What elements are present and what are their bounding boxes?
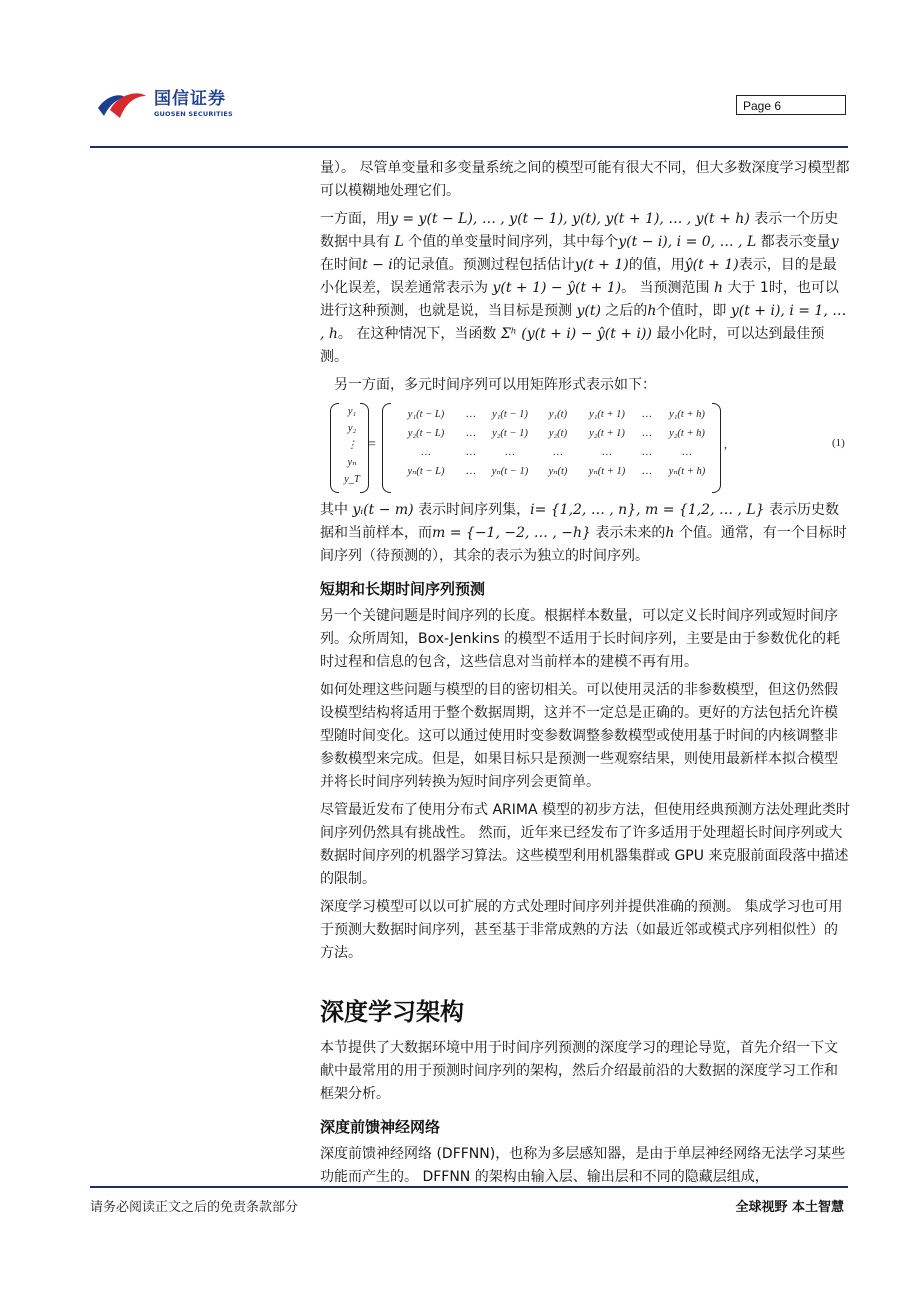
math-run: y(t) (576, 303, 601, 319)
text-run: 的记录值。预测过程包括估计 (392, 257, 575, 273)
math-run: h (647, 303, 657, 319)
logo-chinese-name: 国信证券 (154, 89, 226, 109)
math-run: L (394, 234, 404, 250)
matrix-cell: … (642, 466, 652, 477)
math-run: t − i (362, 257, 393, 273)
equals-sign: = (368, 437, 376, 452)
paragraph-5 (320, 605, 850, 674)
text-run: 表示时间序列集， (413, 502, 531, 518)
paragraph-2 (320, 208, 850, 369)
math-run: y (830, 234, 839, 250)
matrix-cell: … (553, 447, 563, 458)
text-run: 另一方面，多元时间序列可以用矩阵形式表示如下： (334, 377, 656, 393)
paragraph-8 (320, 896, 850, 965)
paragraph-10 (320, 1143, 850, 1189)
matrix-cell: y₁(t − 1) (492, 409, 528, 420)
matrix-cell: … (466, 409, 476, 420)
text-run: 表示未来的 (590, 525, 666, 541)
math-run: ŷ(t + 1) (684, 257, 739, 273)
footer-slogan: 全球视野 本土智慧 (735, 1200, 844, 1215)
text-run: 量）。 尽管单变量和多变量系统之间的模型可能有很大不同，但大多数深度学习模型都可以模糊地处理它们。 (320, 160, 850, 199)
equation-number: (1) (832, 437, 845, 449)
matrix-cell: y₁(t) (548, 409, 568, 420)
math-run: h (665, 525, 675, 541)
page-number-box: Page 6 (736, 95, 846, 115)
footer-disclaimer: 请务必阅读正文之后的免责条款部分 (90, 1200, 299, 1215)
matrix-cell: … (642, 447, 652, 458)
logo-english-name: GUOSEN SECURITIES (154, 110, 233, 118)
text-run: 大于 1时，也可以进行这种预测，也就是说，当目标是预测 (320, 280, 839, 319)
matrix-cell: y₂(t + 1) (589, 428, 625, 439)
text-run: 个值。通常，有一个目标时间序列（待预测的），其余的表示为独立的时间序列。 (320, 525, 847, 564)
paragraph-1 (320, 157, 850, 203)
text-run: 之后的 (600, 303, 648, 319)
math-run: y(t + i), i = 1, … , h (320, 303, 847, 342)
vector-entry: yₙ (347, 457, 357, 468)
text-run: 另一个关键问题是时间序列的长度。根据样本数量，可以定义长时间序列或短时间序列。众所周知，Box-Jenkins 的模型不适用于长时间序列，主要是由于参数优化的耗时过程和信息的包含，这些信息对当前样本的建模不再有用。 (320, 608, 841, 670)
matrix-cell: yₙ(t + h) (668, 466, 706, 477)
paragraph-3 (320, 374, 850, 397)
text-run: 。 在这种情况下，当函数 (337, 326, 501, 342)
equation-comma: , (724, 437, 727, 451)
paragraph-9 (320, 1037, 850, 1106)
text-run: 深度前馈神经网络 (DFFNN)，也称为多层感知器，是由于单层神经网络无法学习某些功能而产生的。 DFFNN 的架构由输入层、输出层和不同的隐藏层组成， (320, 1146, 846, 1185)
text-run: 尽管最近发布了使用分布式 ARIMA 模型的初步方法，但使用经典预测方法处理此类时间序列仍然具有挑战性。 然而，近年来已经发布了许多适用于处理超长时间序列或大数据时间序列的机器学习算法。这些模型利用机器集群或 GPU 来克服前面段落中描述的限制。 (320, 802, 850, 887)
matrix-cell: … (505, 447, 515, 458)
matrix-cell: … (602, 447, 612, 458)
text-run: 都表示变量 (756, 234, 831, 250)
text-run: 在时间 (320, 257, 362, 273)
equation-matrix (382, 403, 722, 495)
footer-divider (90, 1186, 848, 1188)
matrix-cell: y₂(t + h) (669, 428, 705, 439)
text-run: 如何处理这些问题与模型的目的密切相关。可以使用灵活的非参数模型，但这仍然假设模型结构将适用于整个数据周期，这并不一定总是正确的。更好的方法包括允许模型随时间变化。这可以通过使用时变参数调整参数模型或使用基于时间的内核调整非参数模型来完成。但是，如果目标只是预测一些观察结果，则使用最新样本拟合模型并将长时间序列转换为短时间序列会更简单。 (320, 682, 838, 790)
section-heading-dffnn: 深度前馈神经网络 (320, 1118, 441, 1136)
left-paren (382, 403, 391, 493)
text-run: 表示一个历史数据中具有 (320, 211, 839, 250)
text-run: 深度学习模型可以以可扩展的方式处理时间序列并提供准确的预测。 集成学习也可用于预测大数据时间序列，甚至基于非常成熟的方法（如最近邻或模式序列相似性）的方法。 (320, 899, 843, 961)
math-run: y(t − i), i = 0, … , L (618, 234, 757, 250)
text-run: 本节提供了大数据环境中用于时间序列预测的深度学习的理论导览，首先介绍一下文献中最常用的用于预测时间序列的架构，然后介绍最前沿的大数据的深度学习工作和框架分析。 (320, 1040, 838, 1102)
text-run: 个值的单变量时间序列，其中每个 (403, 234, 619, 250)
header-divider (90, 146, 848, 148)
vector-entry: ⋮ (346, 440, 358, 451)
text-run: 个值时，即 (656, 303, 731, 319)
right-paren (712, 403, 721, 493)
main-content (320, 157, 850, 1194)
matrix-cell: y₁(t + h) (669, 409, 705, 420)
math-run: y = y(t − L), … , y(t − 1), y(t), y(t + 1), … , y(t + h) (390, 211, 750, 227)
matrix-cell: … (466, 447, 476, 458)
vector-entry: y₂ (347, 423, 357, 434)
vector-entry: y_T (344, 474, 360, 485)
matrix-cell: … (682, 447, 692, 458)
matrix-cell: y₂(t − 1) (492, 428, 528, 439)
matrix-cell: yₙ(t) (548, 466, 568, 477)
text-run: 表示，目的是最小化误差，误差通常表示为 (320, 257, 837, 296)
text-run: 表示历史数据和当前样本，而 (320, 502, 839, 541)
math-run: h (713, 280, 724, 296)
paragraph-6 (320, 679, 850, 794)
text-run: 的值，用 (628, 257, 685, 273)
math-run: yᵢ(t − m) (352, 502, 414, 518)
text-run: 最小化时，可以达到最佳预测。 (320, 326, 825, 365)
matrix-cell: … (421, 447, 431, 458)
equation-vector (330, 403, 370, 495)
math-run: Σʰ (y(t + i) − ŷ(t + i)) (500, 326, 652, 342)
logo-mark-icon (96, 88, 148, 120)
paragraph-4 (320, 499, 850, 568)
left-paren (330, 403, 339, 493)
math-run: y(t + 1) − ŷ(t + 1) (492, 280, 622, 296)
math-run: i= {1,2, … , n}, m = {1,2, … , L} (530, 502, 765, 518)
matrix-cell: … (466, 466, 476, 477)
matrix-cell: yₙ(t + 1) (588, 466, 626, 477)
matrix-cell: … (642, 428, 652, 439)
text-run: 一方面，用 (320, 211, 390, 227)
math-run: y(t + 1) (574, 257, 629, 273)
company-logo (96, 88, 233, 120)
paragraph-7 (320, 799, 850, 891)
matrix-cell: y₂(t − L) (407, 428, 445, 439)
matrix-cell: yₙ(t − 1) (491, 466, 529, 477)
matrix-equation (320, 403, 850, 495)
vector-entry: y₁ (347, 406, 357, 417)
matrix-cell: yₙ(t − L) (407, 466, 445, 477)
text-run: 其中 (320, 502, 353, 518)
section-heading-deep-learning-architecture: 深度学习架构 (320, 998, 464, 1026)
matrix-cell: y₁(t + 1) (589, 409, 625, 420)
section-heading-short-long-forecasting: 短期和长期时间序列预测 (320, 580, 486, 598)
math-run: m = {−1, −2, … , −h} (432, 525, 591, 541)
matrix-cell: y₂(t) (548, 428, 568, 439)
matrix-cell: y₁(t − L) (407, 409, 445, 420)
matrix-cell: … (642, 409, 652, 420)
matrix-cell: … (466, 428, 476, 439)
text-run: 。 当预测范围 (621, 280, 714, 296)
